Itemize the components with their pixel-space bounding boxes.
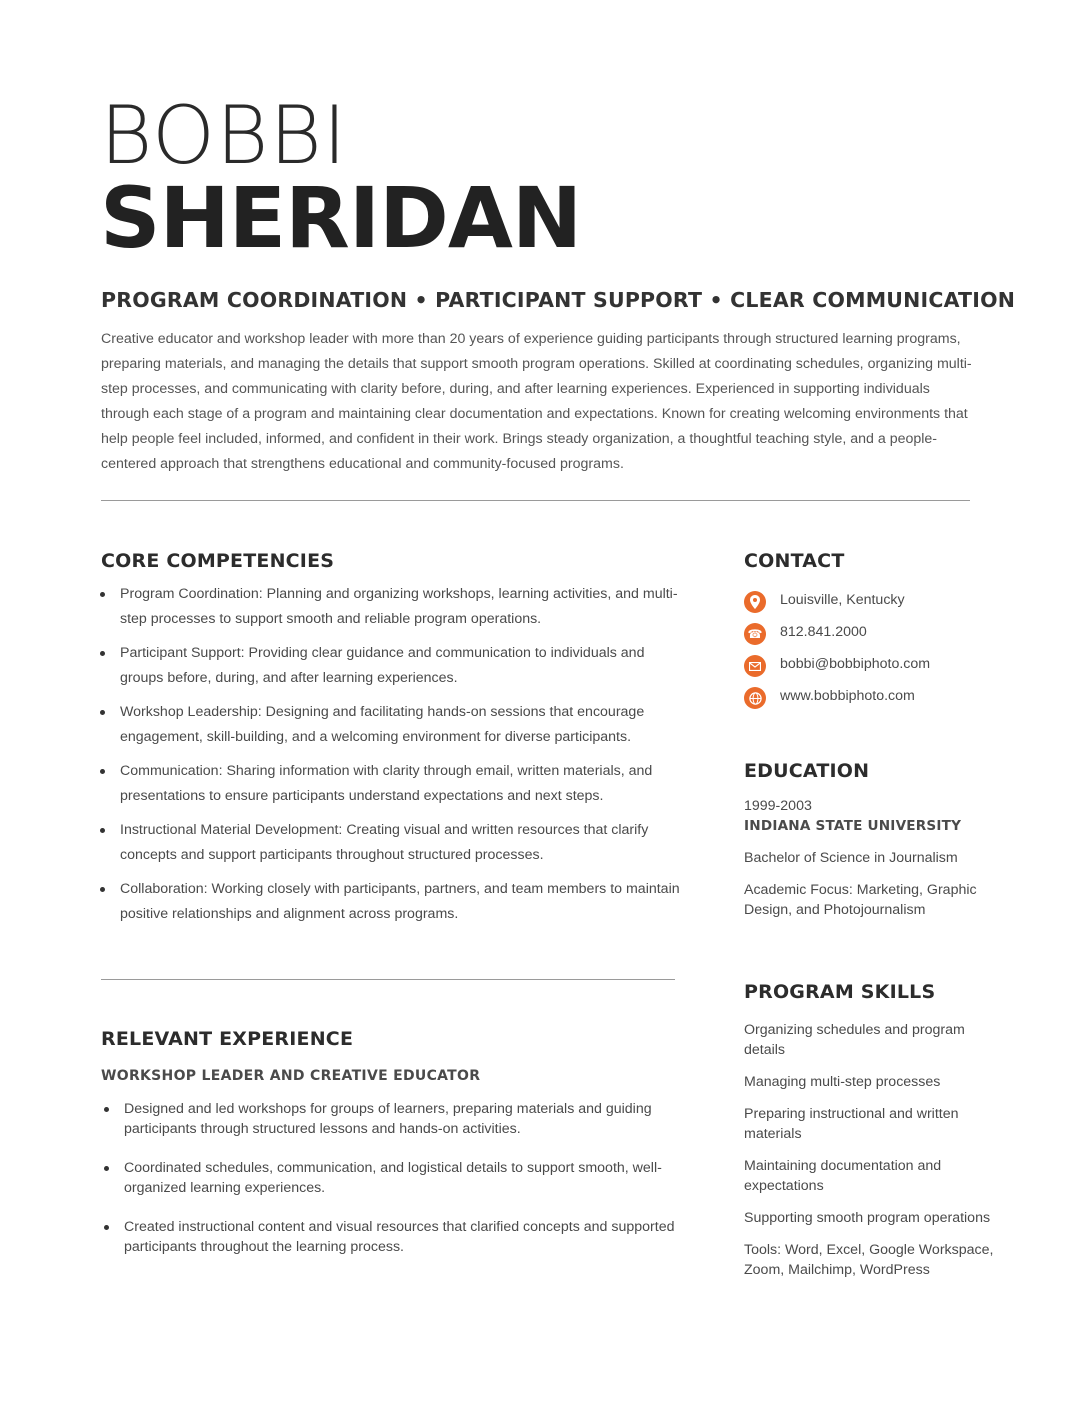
list-item: Managing multi-step processes xyxy=(744,1074,941,1090)
phone-icon: ☎ xyxy=(744,623,766,645)
list-item: Workshop Leadership: Designing and facilitating hands-on sessions that encourage engagement, skill-building, and a welcoming environment for diverse participants. xyxy=(120,700,688,750)
contact-email-text[interactable]: bobbi@bobbiphoto.com xyxy=(780,656,931,672)
divider-experience xyxy=(101,979,675,980)
list-item: Instructional Material Development: Creating visual and written resources that clarify concepts and support participants throughout structured processes. xyxy=(120,818,688,868)
last-name: SHERIDAN xyxy=(100,169,582,267)
list-item: Collaboration: Working closely with participants, partners, and team members to maintain positive relationships and alignment across programs. xyxy=(120,877,688,927)
education-focus: Academic Focus: Marketing, Graphic Design, and Photojournalism xyxy=(744,882,977,918)
skills-list xyxy=(744,1020,1004,1292)
contact-title: CONTACT xyxy=(744,550,845,572)
list-item: Coordinated schedules, communication, and logistical details to support smooth, well-organized learning experiences. xyxy=(124,1158,684,1198)
list-item: Supporting smooth program operations xyxy=(744,1210,991,1226)
contact-website[interactable] xyxy=(744,680,930,712)
list-item: Organizing schedules and program details xyxy=(744,1022,965,1058)
education-degree: Bachelor of Science in Journalism xyxy=(744,850,958,866)
contact-location-text: Louisville, Kentucky xyxy=(780,592,905,608)
contact-list xyxy=(744,584,930,712)
education-title: EDUCATION xyxy=(744,760,870,782)
divider-summary xyxy=(101,500,970,501)
list-item: Maintaining documentation and expectations xyxy=(744,1158,942,1194)
list-item: Program Coordination: Planning and organizing workshops, learning activities, and multi-step processes to support smooth and reliable program operations. xyxy=(120,582,688,632)
first-name: BOBBI xyxy=(100,89,348,182)
list-item: Created instructional content and visual resources that clarified concepts and supported participants throughout the learning process. xyxy=(124,1217,684,1257)
education-block xyxy=(744,796,994,920)
list-item: Designed and led workshops for groups of learners, preparing materials and guiding participants through structured lessons and hands-on activities. xyxy=(124,1099,684,1139)
education-school: INDIANA STATE UNIVERSITY xyxy=(744,818,962,834)
list-item: Participant Support: Providing clear guidance and communication to individuals and groups before, during, and after learning experiences. xyxy=(120,641,688,691)
job-title: WORKSHOP LEADER AND CREATIVE EDUCATOR xyxy=(101,1068,481,1084)
list-item: Tools: Word, Excel, Google Workspace, Zoom, Mailchimp, WordPress xyxy=(744,1242,994,1278)
tagline: PROGRAM COORDINATION • PARTICIPANT SUPPORT • CLEAR COMMUNICATION xyxy=(101,288,1016,312)
location-pin-icon xyxy=(744,591,766,613)
contact-phone-text: 812.841.2000 xyxy=(780,624,867,640)
competencies-list xyxy=(120,582,688,936)
skills-title: PROGRAM SKILLS xyxy=(744,981,936,1003)
experience-list xyxy=(124,1099,684,1276)
contact-location xyxy=(744,584,930,616)
list-item: Communication: Sharing information with clarity through email, written materials, and presentations to ensure participants understand expectations and next steps. xyxy=(120,759,688,809)
competencies-title: CORE COMPETENCIES xyxy=(101,550,335,572)
education-years: 1999-2003 xyxy=(744,798,812,814)
contact-email[interactable] xyxy=(744,648,930,680)
summary: Creative educator and workshop leader with more than 20 years of experience guiding participants through structured learning programs, preparing materials, and managing the details that support smooth program operations. Skilled at coordinating schedules, organizing multi-step processes, and communicating with clarity before, during, and after learning experiences. Experienced in supporting individuals through each stage of a program and maintaining clear documentation and expectations. Known for creating welcoming environments that help people feel included, informed, and confident in their work. Brings steady organization, a thoughtful teaching style, and a people-centered approach that strengthens educational and community-focused programs. xyxy=(101,331,972,472)
email-icon xyxy=(744,655,766,677)
globe-icon xyxy=(744,687,766,709)
contact-phone xyxy=(744,616,930,648)
contact-website-text[interactable]: www.bobbiphoto.com xyxy=(780,688,915,704)
list-item: Preparing instructional and written materials xyxy=(744,1106,959,1142)
experience-title: RELEVANT EXPERIENCE xyxy=(101,1028,354,1050)
